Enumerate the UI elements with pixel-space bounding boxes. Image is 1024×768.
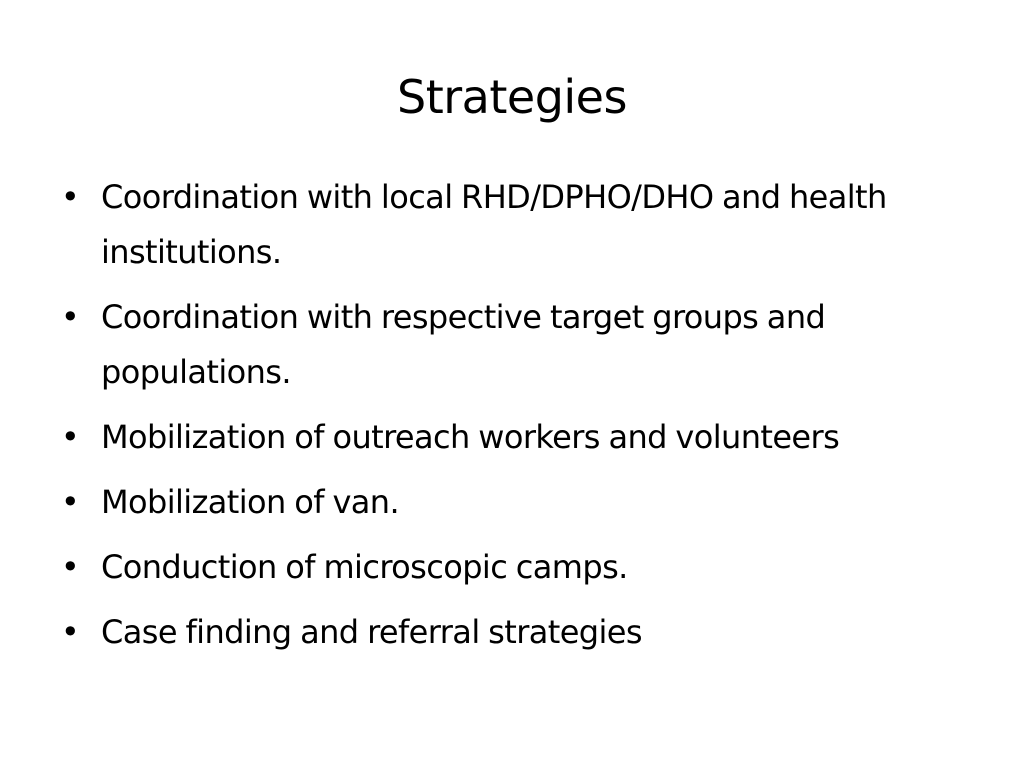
- bullet-dot-icon: •: [60, 548, 80, 586]
- bullet-dot-icon: •: [60, 298, 80, 336]
- slide-title: Strategies: [397, 70, 627, 124]
- bullet-item: [58, 475, 988, 530]
- bullet-dot-icon: •: [60, 613, 80, 651]
- bullet-item: [58, 290, 988, 400]
- bullet-text: Mobilization of van.: [101, 483, 400, 521]
- bullet-item: [58, 605, 988, 660]
- bullet-text: Case finding and referral strategies: [101, 613, 642, 651]
- bullet-text: Coordination with respective target groups and populations.: [101, 298, 826, 391]
- bullet-item: [58, 540, 988, 595]
- bullet-dot-icon: •: [60, 483, 80, 521]
- bullet-item: [58, 170, 988, 280]
- bullet-text: Coordination with local RHD/DPHO/DHO and health institutions.: [101, 178, 887, 271]
- bullet-item: [58, 410, 988, 465]
- bullet-dot-icon: •: [60, 178, 80, 216]
- bullet-dot-icon: •: [60, 418, 80, 456]
- bullet-text: Mobilization of outreach workers and volunteers: [101, 418, 840, 456]
- bullet-list: [58, 170, 988, 670]
- bullet-text: Conduction of microscopic camps.: [101, 548, 628, 586]
